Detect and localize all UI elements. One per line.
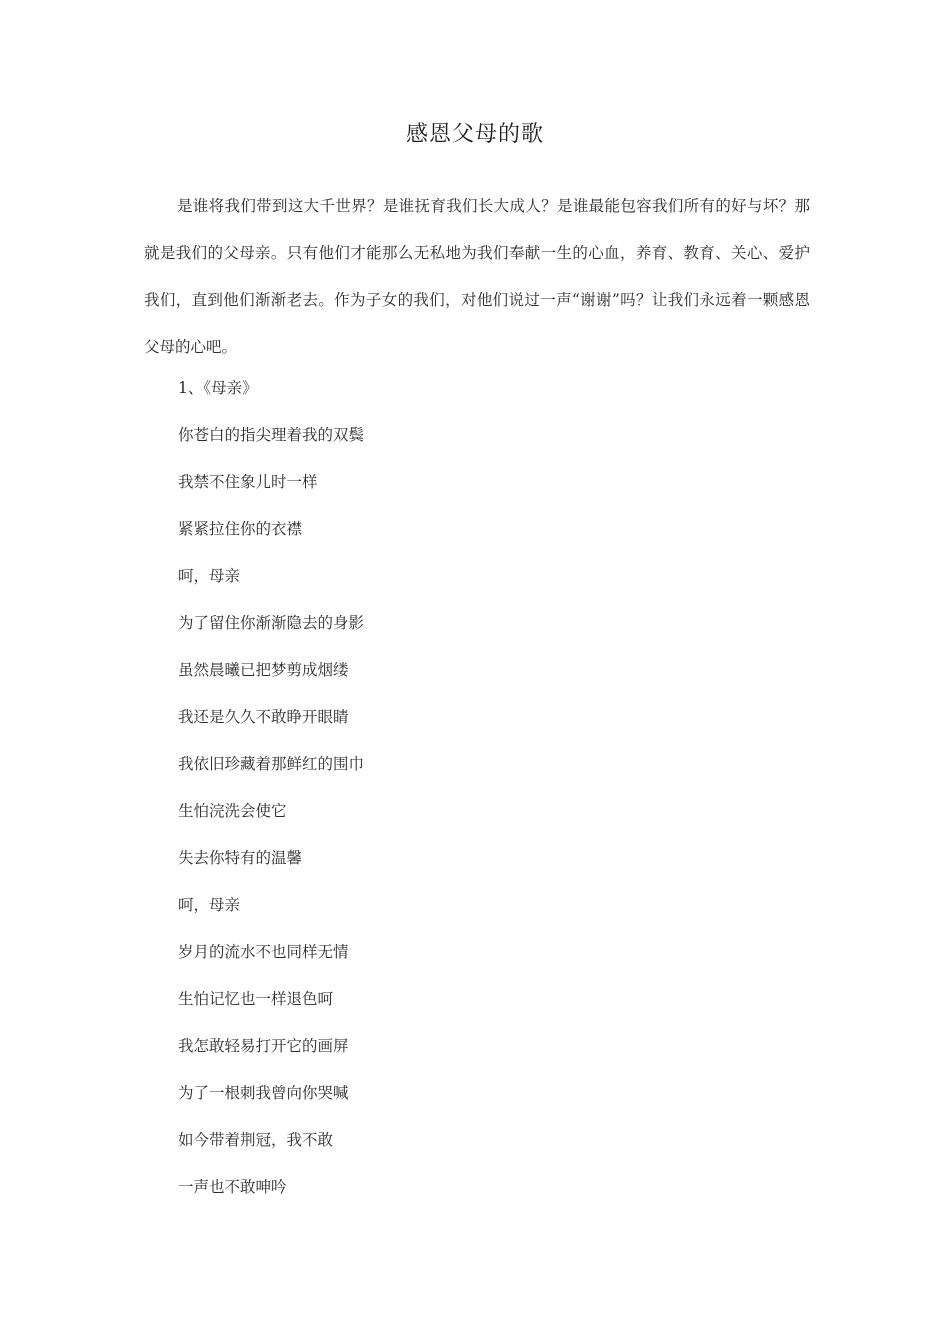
poem-line: 为了留住你渐渐隐去的身影 [178,614,365,632]
poem-line: 如今带着荆冠，我不敢 [178,1131,334,1149]
poem-line: 我还是久久不敢睁开眼睛 [178,708,349,726]
poem-line: 为了一根刺我曾向你哭喊 [178,1084,349,1102]
poem-line: 虽然晨曦已把梦剪成烟缕 [178,661,349,679]
poem-line: 一声也不敢呻吟 [178,1178,287,1196]
poem-line: 岁月的流水不也同样无情 [178,943,349,961]
poem-line: 呵，母亲 [178,567,241,585]
poem-lines [178,420,364,1219]
poem-line: 你苍白的指尖理着我的双鬓 [178,426,365,444]
section-heading: 1、《母亲》 [178,379,258,397]
intro-paragraph: 是谁将我们带到这大千世界？是谁抚育我们长大成人？是谁最能包容我们所有的好与坏？那就是我们的父母亲。只有他们才能那么无私地为我们奉献一生的心血，养育、教育、关心、爱护我们，直到他们渐渐老去。作为子女的我们，对他们说过一声“谢谢”吗？让我们永远着一颗感恩父母的心吧。 [144,197,810,356]
poem-line: 紧紧拉住你的衣襟 [178,520,303,538]
poem-line: 生怕浣洗会使它 [178,802,287,820]
poem-line: 失去你特有的温馨 [178,849,303,867]
poem-line: 生怕记忆也一样退色呵 [178,990,334,1008]
poem-line: 我怎敢轻易打开它的画屏 [178,1037,349,1055]
poem-line: 我禁不住象儿时一样 [178,473,318,491]
poem-line: 我依旧珍藏着那鲜红的围巾 [178,755,365,773]
poem-line: 呵，母亲 [178,896,241,914]
page-title: 感恩父母的歌 [405,122,544,147]
